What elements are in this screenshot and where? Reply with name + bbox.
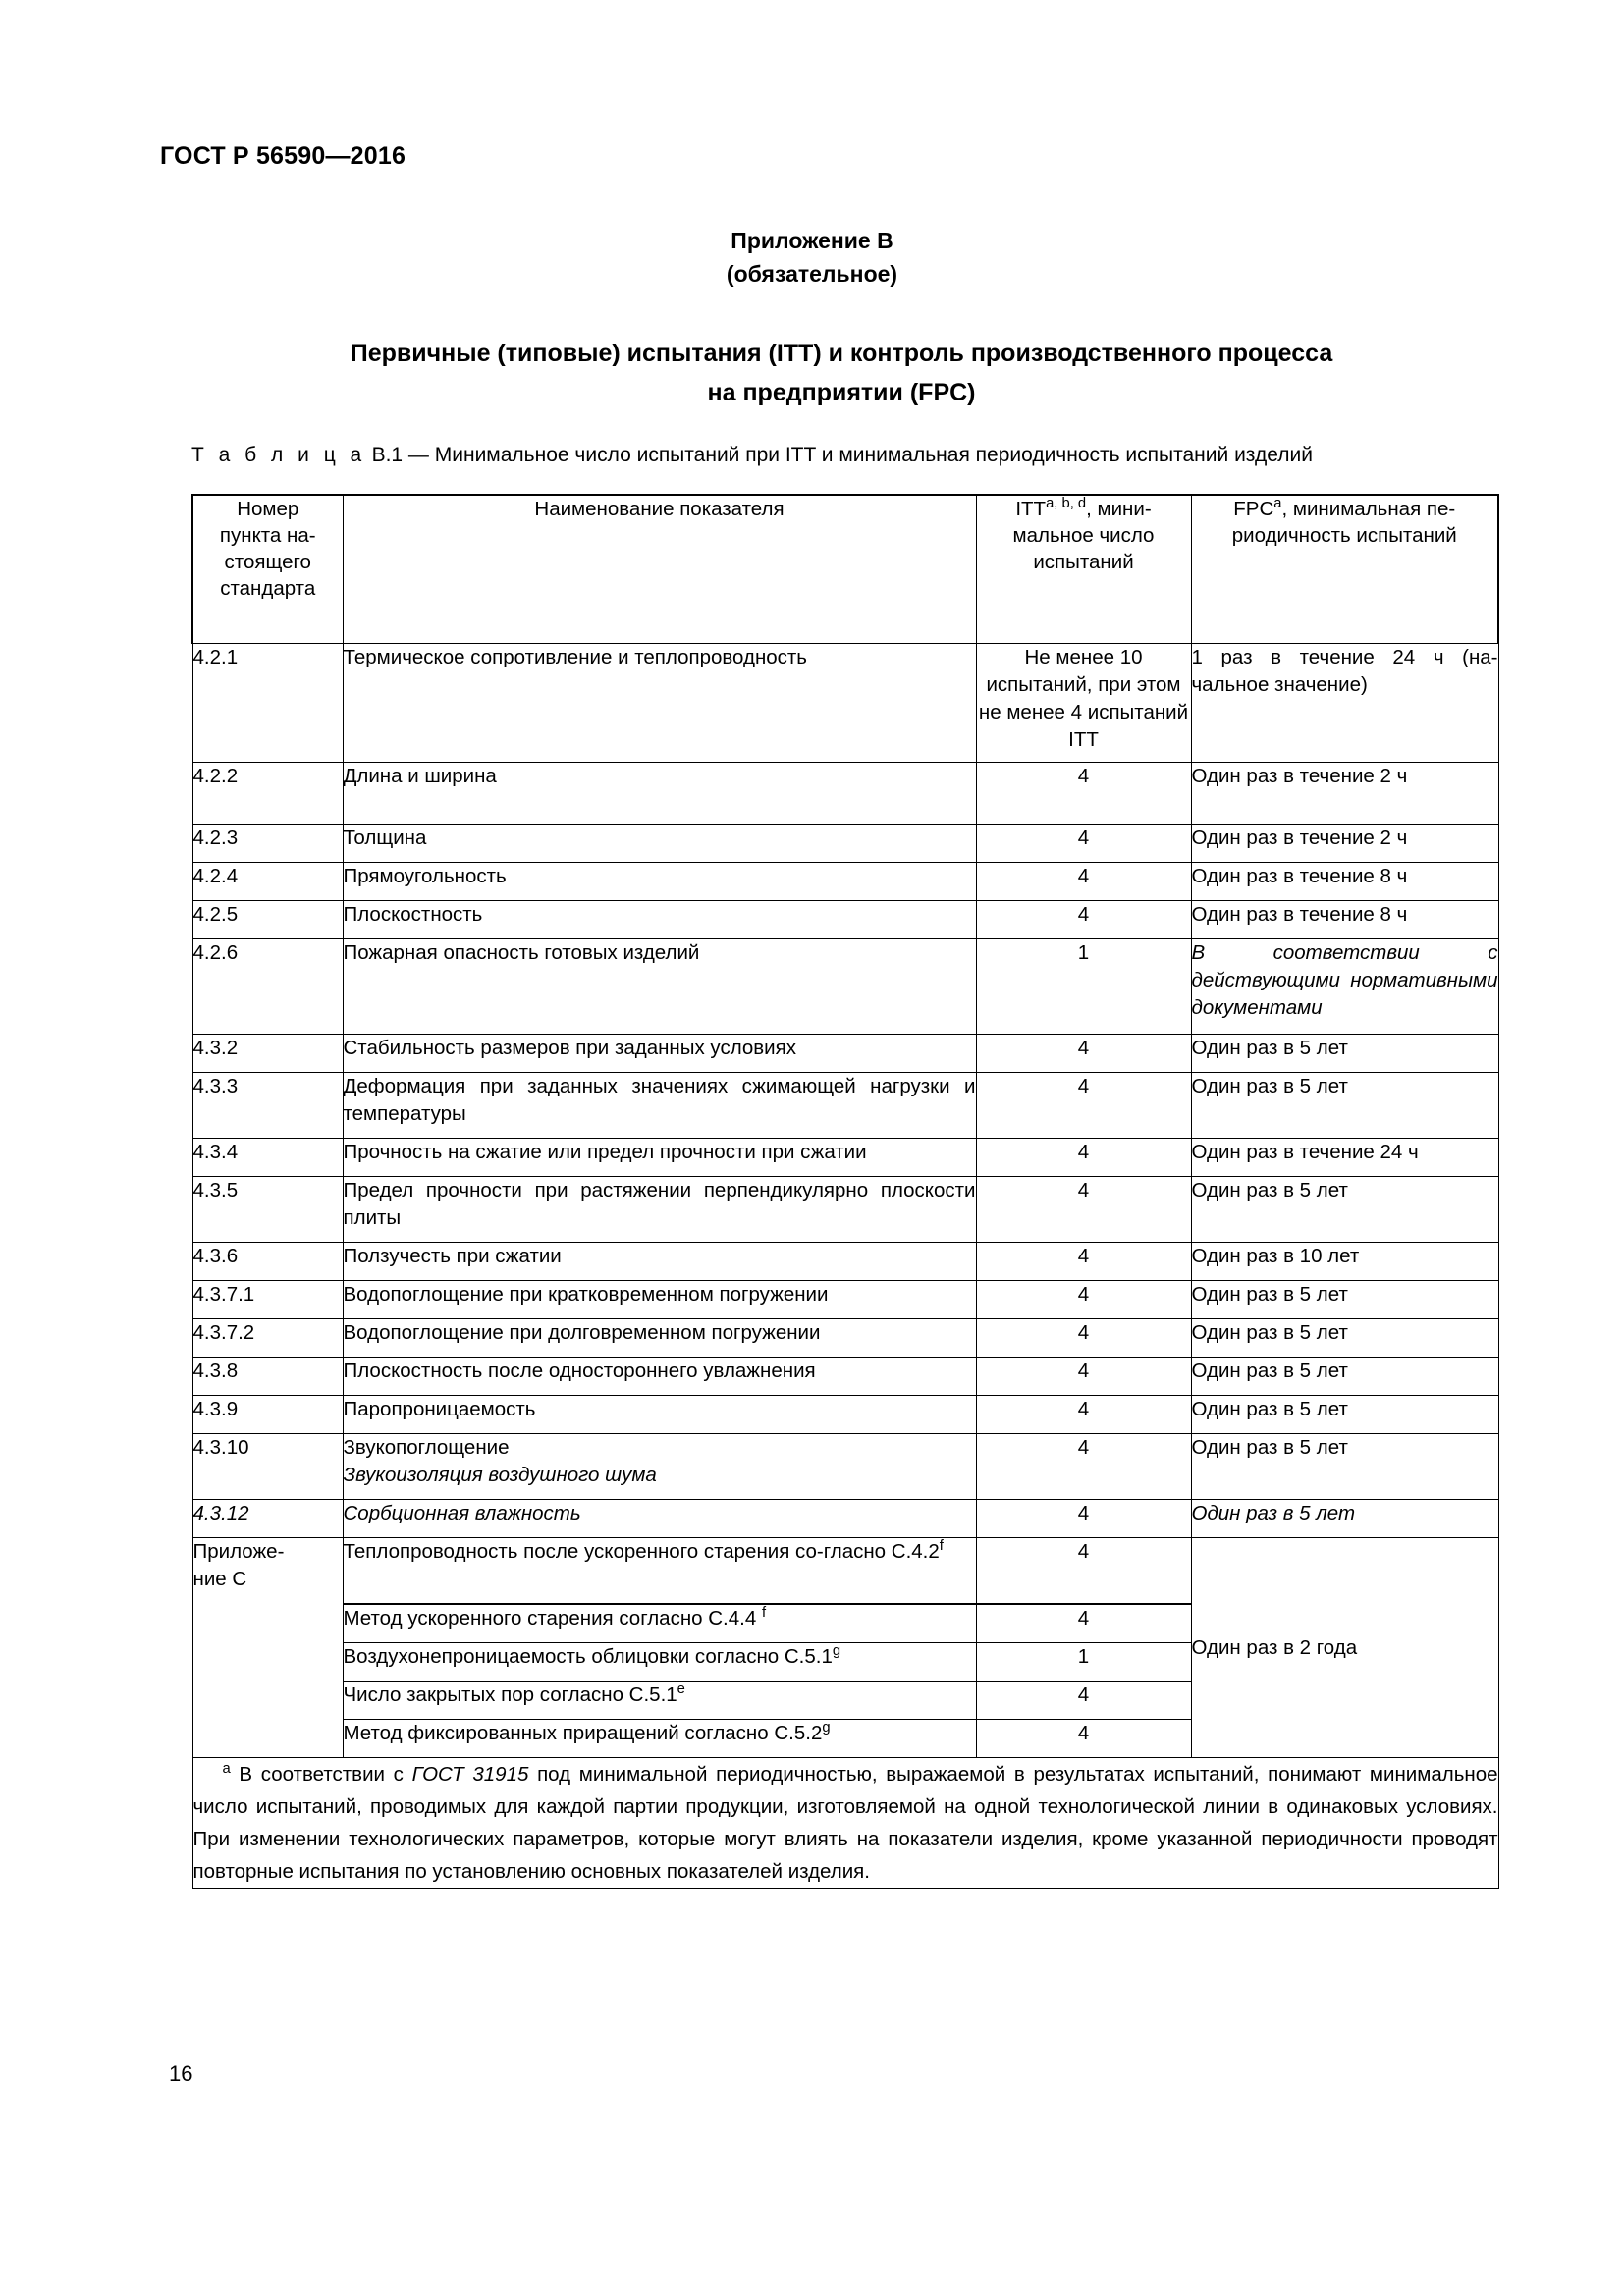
annex-c-clause-l2: ние С <box>192 1568 247 1590</box>
cell-name-text: Число закрытых пор согласно С.5.1 <box>343 1683 677 1706</box>
cell-name-text: Воздухонепроницаемость облицовки согласно С.5.1 <box>343 1645 833 1668</box>
cell-clause: 4.2.2 <box>192 763 343 825</box>
cell-fpc: В соответствии с действующими нормативными документами <box>1191 939 1498 1035</box>
cell-fpc: Один раз в 5 лет <box>1191 1035 1498 1073</box>
annex-status: (обязательное) <box>726 261 898 287</box>
header-clause-l1: Номер <box>237 498 299 520</box>
header-cell-clause <box>192 495 343 644</box>
header-itt-suffix: , мини-мальное число испытаний <box>1012 498 1155 573</box>
table-row <box>192 763 1498 825</box>
cell-name: Плоскостность после одностороннего увлажнения <box>343 1358 976 1396</box>
page-number: 16 <box>169 2061 193 2086</box>
cell-name: Пожарная опасность готовых изделий <box>343 939 976 1035</box>
annex-label: Приложение В <box>731 228 893 253</box>
cell-name-footnote-mark: f <box>761 1605 767 1622</box>
table-row <box>192 825 1498 863</box>
cell-name: Длина и ширина <box>343 763 976 825</box>
cell-itt: 4 <box>976 1035 1191 1073</box>
table-b1-wrapper <box>191 494 1497 1889</box>
cell-clause-annex-c <box>192 1538 343 1758</box>
cell-fpc: Один раз в течение 8 ч <box>1191 863 1498 901</box>
cell-fpc: Один раз в 10 лет <box>1191 1243 1498 1281</box>
annex-title-line2: на предприятии (FPC) <box>707 379 976 406</box>
cell-itt: 4 <box>976 1434 1191 1500</box>
header-clause-l4: стандарта <box>220 577 316 600</box>
cell-itt: 4 <box>976 1139 1191 1177</box>
header-fpc-suffix: , минимальная пе-риодичность испытаний <box>1231 498 1457 547</box>
cell-clause: 4.3.3 <box>192 1073 343 1139</box>
cell-name-line1: Звукопоглощение <box>343 1436 510 1459</box>
cell-clause: 4.3.4 <box>192 1139 343 1177</box>
table-footnote-row <box>192 1758 1498 1889</box>
cell-name-footnote-mark: e <box>677 1682 685 1698</box>
cell-clause: 4.2.4 <box>192 863 343 901</box>
header-fpc-footnote-mark: a <box>1273 496 1282 512</box>
cell-clause: 4.3.10 <box>192 1434 343 1500</box>
cell-clause: 4.3.2 <box>192 1035 343 1073</box>
cell-fpc: Один раз в течение 2 ч <box>1191 825 1498 863</box>
table-row <box>192 939 1498 1035</box>
cell-name: Толщина <box>343 825 976 863</box>
cell-name-footnote-mark: g <box>832 1643 841 1660</box>
table-row <box>192 644 1498 763</box>
header-cell-name <box>343 495 976 644</box>
annex-heading <box>0 224 1624 291</box>
cell-fpc: Один раз в 5 лет <box>1191 1358 1498 1396</box>
cell-itt: 1 <box>976 939 1191 1035</box>
cell-name: Прямоугольность <box>343 863 976 901</box>
cell-fpc: 1 раз в течение 24 ч (на-чальное значение) <box>1191 644 1498 763</box>
cell-name: Паропроницаемость <box>343 1396 976 1434</box>
footnote-part1: В соответствии с <box>230 1763 412 1786</box>
table-row <box>192 1358 1498 1396</box>
cell-clause: 4.3.7.2 <box>192 1319 343 1358</box>
footnote-marker: a <box>222 1761 231 1778</box>
annex-c-clause-l1: Приложе- <box>192 1540 285 1563</box>
cell-itt: 4 <box>976 1358 1191 1396</box>
cell-fpc: Один раз в 5 лет <box>1191 1281 1498 1319</box>
cell-name <box>343 1604 976 1643</box>
cell-itt: 1 <box>976 1643 1191 1682</box>
cell-name-text: Теплопроводность после ускоренного старения со-гласно С.4.2 <box>343 1540 940 1563</box>
table-row <box>192 1073 1498 1139</box>
running-header: ГОСТ Р 56590—2016 <box>160 142 406 170</box>
cell-name-footnote-mark: f <box>939 1538 944 1555</box>
cell-name <box>343 1538 976 1605</box>
table-row <box>192 1434 1498 1500</box>
cell-itt: 4 <box>976 1720 1191 1758</box>
cell-itt: 4 <box>976 1682 1191 1720</box>
header-name-label: Наименование показателя <box>534 498 785 520</box>
table-caption-rest: В.1 — Минимальное число испытаний при ITT и минимальная периодичность испытаний изделий <box>365 444 1313 466</box>
cell-name <box>343 1720 976 1758</box>
cell-clause: 4.3.7.1 <box>192 1281 343 1319</box>
cell-itt: 4 <box>976 1604 1191 1643</box>
cell-name-text: Метод ускоренного старения согласно С.4.4 <box>343 1607 762 1629</box>
table-row <box>192 1319 1498 1358</box>
table-row <box>192 1243 1498 1281</box>
table-footnote-a <box>192 1758 1498 1889</box>
header-clause-l3: стоящего <box>224 551 311 573</box>
table-row <box>192 863 1498 901</box>
cell-fpc: Один раз в 5 лет <box>1191 1177 1498 1243</box>
cell-itt: 4 <box>976 1500 1191 1538</box>
annex-title <box>245 334 1437 412</box>
cell-clause: 4.3.5 <box>192 1177 343 1243</box>
footnote-standard-ref: ГОСТ 31915 <box>411 1763 529 1786</box>
header-cell-fpc <box>1191 495 1498 644</box>
cell-name: Сорбционная влажность <box>343 1500 976 1538</box>
table-row <box>192 1139 1498 1177</box>
cell-itt: 4 <box>976 1538 1191 1605</box>
table-caption-word: Т а б л и ц а <box>191 444 366 466</box>
cell-clause: 4.2.6 <box>192 939 343 1035</box>
cell-name <box>343 1643 976 1682</box>
header-cell-itt <box>976 495 1191 644</box>
cell-fpc: Один раз в 5 лет <box>1191 1434 1498 1500</box>
cell-fpc: Один раз в 5 лет <box>1191 1396 1498 1434</box>
cell-clause: 4.3.12 <box>192 1500 343 1538</box>
cell-name: Плоскостность <box>343 901 976 939</box>
header-itt-prefix: ITT <box>1015 498 1047 520</box>
cell-name: Ползучесть при сжатии <box>343 1243 976 1281</box>
cell-clause: 4.3.6 <box>192 1243 343 1281</box>
table-row-annex-c-1 <box>192 1538 1498 1605</box>
cell-fpc: Один раз в течение 2 ч <box>1191 763 1498 825</box>
cell-clause: 4.3.8 <box>192 1358 343 1396</box>
cell-itt: 4 <box>976 1177 1191 1243</box>
cell-name: Термическое сопротивление и теплопроводность <box>343 644 976 763</box>
cell-name: Предел прочности при растяжении перпендикулярно плоскости плиты <box>343 1177 976 1243</box>
cell-fpc: Один раз в 5 лет <box>1191 1500 1498 1538</box>
cell-itt: 4 <box>976 1243 1191 1281</box>
cell-name: Водопоглощение при долговременном погружении <box>343 1319 976 1358</box>
cell-name-footnote-mark: g <box>822 1720 831 1736</box>
cell-fpc: Один раз в течение 24 ч <box>1191 1139 1498 1177</box>
cell-name <box>343 1682 976 1720</box>
table-caption <box>191 442 1313 469</box>
table-row <box>192 1281 1498 1319</box>
table-header-row <box>192 495 1498 644</box>
cell-fpc: Один раз в 5 лет <box>1191 1319 1498 1358</box>
cell-itt: 4 <box>976 825 1191 863</box>
cell-name: Прочность на сжатие или предел прочности при сжатии <box>343 1139 976 1177</box>
table-row <box>192 1396 1498 1434</box>
cell-name <box>343 1434 976 1500</box>
table-row <box>192 1035 1498 1073</box>
cell-itt: 4 <box>976 901 1191 939</box>
header-fpc-prefix: FPC <box>1233 498 1274 520</box>
annex-title-line1: Первичные (типовые) испытания (ITT) и контроль производственного процесса <box>350 340 1333 367</box>
cell-itt: 4 <box>976 763 1191 825</box>
cell-clause: 4.2.1 <box>192 644 343 763</box>
cell-fpc: Один раз в 5 лет <box>1191 1073 1498 1139</box>
table-row <box>192 1177 1498 1243</box>
cell-itt: 4 <box>976 1281 1191 1319</box>
table-row <box>192 1500 1498 1538</box>
cell-name-line2: Звукоизоляция воздушного шума <box>343 1464 657 1486</box>
cell-itt: 4 <box>976 1319 1191 1358</box>
header-itt-footnote-marks: a, b, d <box>1046 496 1087 512</box>
cell-clause: 4.2.3 <box>192 825 343 863</box>
table-b1 <box>191 494 1499 1889</box>
cell-name: Водопоглощение при кратковременном погружении <box>343 1281 976 1319</box>
cell-name: Деформация при заданных значениях сжимающей нагрузки и температуры <box>343 1073 976 1139</box>
cell-name: Стабильность размеров при заданных условиях <box>343 1035 976 1073</box>
footnote-part2: под минимальной периодичностью, выражаемой в результатах испытаний, понимают минимальное число испытаний, проводимых для каждой партии продукции, изготовляемой на одной технологической линии в одинаковых условиях. При изменении технологических параметров, которые могут влиять на показатели изделия, кроме указанной периодичности проводят повторные испытания по установлению основных показателей изделия. <box>192 1763 1498 1883</box>
cell-itt: 4 <box>976 863 1191 901</box>
cell-fpc: Один раз в течение 8 ч <box>1191 901 1498 939</box>
cell-clause: 4.2.5 <box>192 901 343 939</box>
cell-itt: 4 <box>976 1396 1191 1434</box>
cell-itt: Не менее 10 испытаний, при этом не менее 4 испытаний ITT <box>976 644 1191 763</box>
cell-clause: 4.3.9 <box>192 1396 343 1434</box>
header-clause-l2: пункта на- <box>219 524 316 547</box>
table-row <box>192 901 1498 939</box>
cell-itt: 4 <box>976 1073 1191 1139</box>
cell-name-text: Метод фиксированных приращений согласно С.5.2 <box>343 1722 823 1744</box>
cell-fpc-annex-c: Один раз в 2 года <box>1191 1538 1498 1758</box>
